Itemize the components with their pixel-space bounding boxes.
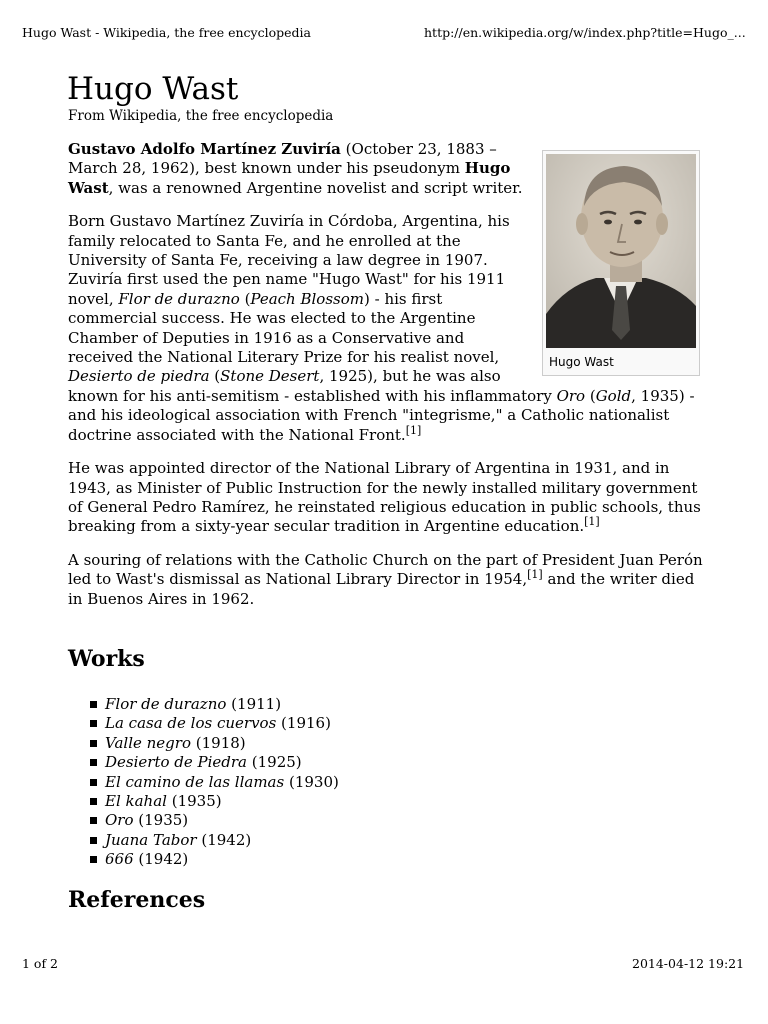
list-item: Juana Tabor (1942) — [90, 831, 339, 850]
intro-paragraph: Gustavo Adolfo Martínez Zuviría (October 23, 1883 – March 28, 1962), best known under his pseudonym Hugo Wast, was a renowned Argentine novelist and script writer. — [68, 140, 523, 197]
bullet-icon — [90, 759, 97, 766]
image-caption: Hugo Wast — [549, 355, 614, 369]
list-item: Oro (1935) — [90, 811, 339, 830]
print-header-page-title: Hugo Wast - Wikipedia, the free encyclopedia — [22, 25, 311, 40]
list-item: El camino de las llamas (1930) — [90, 773, 339, 792]
subject-pseudonym: Hugo Wast — [68, 159, 511, 197]
works-heading: Works — [68, 646, 145, 672]
references-heading: References — [68, 887, 206, 913]
bullet-icon — [90, 779, 97, 786]
citation-link[interactable]: [1] — [584, 515, 600, 529]
bullet-icon — [90, 856, 97, 863]
works-list — [90, 695, 339, 870]
print-footer-page-count: 1 of 2 — [22, 956, 59, 971]
list-item: El kahal (1935) — [90, 792, 339, 811]
list-item: 666 (1942) — [90, 850, 339, 869]
citation-link[interactable]: [1] — [405, 423, 422, 437]
bullet-icon — [90, 720, 97, 727]
citation-link[interactable]: [1] — [527, 568, 543, 582]
list-item: La casa de los cuervos (1916) — [90, 714, 339, 733]
list-item: Valle negro (1918) — [90, 734, 339, 753]
print-footer-timestamp: 2014-04-12 19:21 — [632, 956, 745, 971]
list-item: Flor de durazno (1911) — [90, 695, 339, 714]
infobox-image[interactable] — [542, 150, 700, 376]
print-header-url: http://en.wikipedia.org/w/index.php?title=Hugo_... — [424, 25, 746, 40]
bullet-icon — [90, 837, 97, 844]
library-paragraph: He was appointed director of the National Library of Argentina in 1931, and in 1943, as Minister of Public Instruction for the newly installed military government of General Pedro Ramírez, he reinstated religious education in public schools, thus breaking from a sixty-year secular tradition in Argentine education.[1] — [68, 459, 701, 536]
subject-full-name: Gustavo Adolfo Martínez Zuviría — [68, 140, 341, 158]
portrait-photo[interactable] — [546, 154, 696, 348]
article-title: Hugo Wast — [67, 71, 239, 107]
bullet-icon — [90, 798, 97, 805]
bullet-icon — [90, 740, 97, 747]
article-body — [68, 140, 704, 623]
list-item: Desierto de Piedra (1925) — [90, 753, 339, 772]
bullet-icon — [90, 701, 97, 708]
bullet-icon — [90, 817, 97, 824]
article-subtitle: From Wikipedia, the free encyclopedia — [68, 108, 334, 124]
biography-paragraph: Born Gustavo Martínez Zuviría in Córdoba, Argentina, his family relocated to Santa Fe, and he enrolled at the University of Santa Fe, receiving a law degree in 1907. Zuviría first used the pen name "Hugo Wast" for his 1911 novel, Flor de durazno (Peach Blossom) - his first commercial success. He was elected to the Argentine Chamber of Deputies in 1916 as a Conservative and received the National Literary Prize for his realist novel, Desierto de piedra (Stone Desert, 1925), but he was also known for his anti-semitism - established with his inflammatory Oro (Gold, 1935) - and his ideological association with French "integrisme," a Catholic nationalist doctrine associated with the National Front.[1] — [68, 212, 695, 444]
dismissal-paragraph: A souring of relations with the Catholic Church on the part of President Juan Perón led to Wast's dismissal as National Library Director in 1954,[1] and the writer died in Buenos Aires in 1962. — [68, 550, 703, 608]
